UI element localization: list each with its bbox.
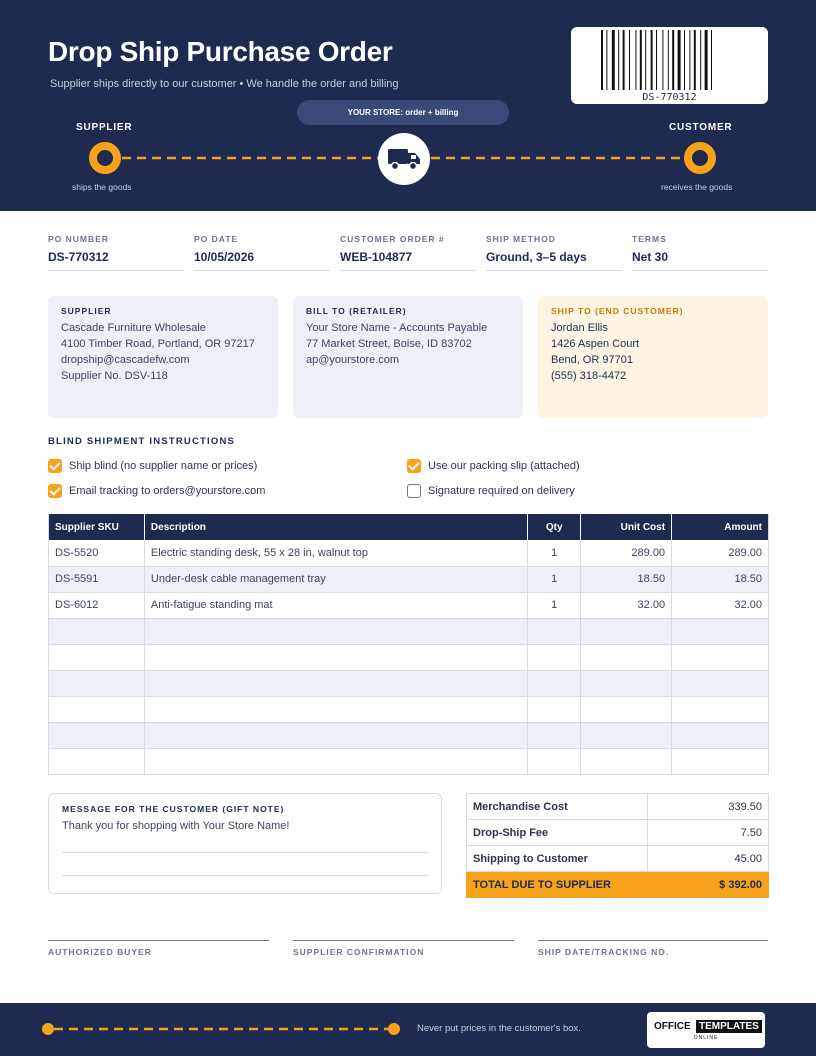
col-header-qty: Qty [528, 514, 581, 540]
cell-amount[interactable]: 18.50 [672, 566, 769, 592]
cell-amount[interactable] [672, 644, 769, 670]
cell-sku[interactable] [49, 696, 145, 722]
cell-amount[interactable]: 289.00 [672, 540, 769, 566]
ship-method-field[interactable] [486, 234, 622, 271]
cell-description[interactable] [144, 644, 527, 670]
checkbox-icon[interactable] [407, 459, 421, 473]
instructions-title: BLIND SHIPMENT INSTRUCTIONS [48, 436, 236, 447]
cell-qty[interactable] [528, 696, 581, 722]
cell-qty[interactable] [528, 748, 581, 774]
gift-note-line [62, 852, 428, 853]
signature-supplier-confirmation[interactable]: SUPPLIER CONFIRMATION [293, 940, 514, 957]
field-value: Ground, 3–5 days [486, 250, 622, 271]
document-title: Drop Ship Purchase Order [48, 36, 393, 67]
field-value: DS-770312 [48, 250, 184, 271]
cell-unit-cost[interactable] [581, 722, 672, 748]
cell-sku[interactable] [49, 644, 145, 670]
ship-to-line: 1426 Aspen Court [551, 338, 640, 350]
cell-sku[interactable]: DS-5591 [49, 566, 145, 592]
table-row [49, 592, 769, 618]
cell-qty[interactable] [528, 618, 581, 644]
logo-word-templates: TEMPLATES [696, 1020, 762, 1033]
cell-sku[interactable] [49, 670, 145, 696]
table-row [49, 618, 769, 644]
checkbox-label: Email tracking to orders@yourstore.com [69, 485, 266, 497]
totals-label: Drop-Ship Fee [467, 820, 648, 846]
cell-description[interactable]: Anti-fatigue standing mat [144, 592, 527, 618]
route-to-label: CUSTOMER [669, 122, 733, 133]
supplier-line: dropship@cascadefw.com [61, 354, 190, 366]
cell-unit-cost[interactable]: 289.00 [581, 540, 672, 566]
table-row [49, 540, 769, 566]
signature-authorized-buyer[interactable]: AUTHORIZED BUYER [48, 940, 269, 957]
cell-unit-cost[interactable] [581, 696, 672, 722]
terms-field[interactable] [632, 234, 768, 271]
document-subtitle: Supplier ships directly to our customer • We handle the order and billing [50, 78, 399, 90]
po-date-field[interactable] [194, 234, 330, 271]
footer-band [0, 1003, 816, 1056]
cell-sku[interactable]: DS-5520 [49, 540, 145, 566]
barcode-text: DS-770312 [642, 92, 697, 103]
checkbox-icon[interactable] [48, 484, 62, 498]
cell-amount[interactable] [672, 618, 769, 644]
ship-to-line: (555) 318-4472 [551, 370, 627, 382]
gift-note-label: MESSAGE FOR THE CUSTOMER (GIFT NOTE) [62, 804, 285, 814]
customer-order-field[interactable] [340, 234, 476, 271]
cell-unit-cost[interactable]: 32.00 [581, 592, 672, 618]
cell-description[interactable] [144, 618, 527, 644]
field-value: WEB-104877 [340, 250, 476, 271]
field-label: PO NUMBER [48, 234, 109, 244]
header-band [0, 0, 816, 211]
line-items-table [48, 514, 769, 775]
signature-ship-date-tracking[interactable]: SHIP DATE/TRACKING NO. [538, 940, 768, 957]
checkbox-label: Signature required on delivery [428, 485, 575, 497]
table-row [49, 722, 769, 748]
cell-qty[interactable]: 1 [528, 540, 581, 566]
bill-to-line: Your Store Name - Accounts Payable [306, 322, 488, 334]
totals-label: Shipping to Customer [467, 846, 648, 872]
checkbox-email-tracking[interactable] [48, 484, 265, 498]
col-header-unit-cost: Unit Cost [581, 514, 672, 540]
cell-unit-cost[interactable] [581, 618, 672, 644]
cell-sku[interactable]: DS-6012 [49, 592, 145, 618]
footer-note: Never put prices in the customer's box. [417, 1023, 581, 1034]
cell-qty[interactable] [528, 722, 581, 748]
route-from-label: SUPPLIER [76, 122, 133, 133]
gift-note-line [62, 875, 428, 876]
cell-unit-cost[interactable] [581, 748, 672, 774]
supplier-card[interactable] [48, 296, 278, 418]
cell-unit-cost[interactable] [581, 670, 672, 696]
totals-table [466, 793, 769, 898]
cell-description[interactable]: Under-desk cable management tray [144, 566, 527, 592]
ship-to-card[interactable] [538, 296, 768, 418]
field-label: PO DATE [194, 234, 239, 244]
field-label: CUSTOMER ORDER # [340, 234, 445, 244]
cell-qty[interactable]: 1 [528, 592, 581, 618]
col-header-description: Description [144, 514, 527, 540]
logo-word-office: OFFICE [654, 1021, 691, 1032]
cell-qty[interactable]: 1 [528, 566, 581, 592]
ship-to-label: SHIP TO (END CUSTOMER) [551, 306, 684, 316]
checkbox-ship-blind[interactable] [48, 459, 257, 473]
cell-qty[interactable] [528, 670, 581, 696]
store-pill: YOUR STORE: order + billing [297, 100, 509, 125]
supplier-node [93, 146, 117, 170]
footer-route-line [0, 1003, 410, 1056]
supplier-line: Cascade Furniture Wholesale [61, 322, 206, 334]
table-row [49, 696, 769, 722]
cell-amount[interactable] [672, 748, 769, 774]
bill-to-label: BILL TO (RETAILER) [306, 306, 407, 316]
field-label: TERMS [632, 234, 667, 244]
ship-to-line: Jordan Ellis [551, 322, 608, 334]
cell-qty[interactable] [528, 644, 581, 670]
checkbox-packing-slip[interactable] [407, 459, 580, 473]
gift-note-text[interactable]: Thank you for shopping with Your Store Name! [62, 820, 290, 832]
table-row [49, 748, 769, 774]
cell-sku[interactable] [49, 748, 145, 774]
totals-row [467, 846, 769, 872]
bill-to-line: ap@yourstore.com [306, 354, 400, 366]
cell-amount[interactable] [672, 722, 769, 748]
total-due-row [467, 872, 769, 898]
col-header-sku: Supplier SKU [49, 514, 145, 540]
cell-description[interactable] [144, 670, 527, 696]
totals-value[interactable]: 45.00 [648, 846, 769, 872]
route-from-sub: ships the goods [72, 182, 132, 192]
cell-description[interactable]: Electric standing desk, 55 x 28 in, walnut top [144, 540, 527, 566]
checkbox-label: Ship blind (no supplier name or prices) [69, 460, 258, 472]
route-to-sub: receives the goods [661, 182, 733, 192]
totals-row [467, 820, 769, 846]
cell-sku[interactable] [49, 618, 145, 644]
cell-amount[interactable] [672, 670, 769, 696]
truck-icon [387, 146, 421, 172]
table-row [49, 670, 769, 696]
total-due-value[interactable]: $ 392.00 [648, 872, 769, 898]
checkbox-label: Use our packing slip (attached) [428, 460, 580, 472]
totals-value[interactable]: 339.50 [648, 794, 769, 820]
checkbox-icon[interactable] [48, 459, 62, 473]
table-row [49, 566, 769, 592]
supplier-line: Supplier No. DSV-118 [61, 370, 168, 382]
bill-to-card[interactable] [293, 296, 523, 418]
ship-to-line: Bend, OR 97701 [551, 354, 633, 366]
field-label: SHIP METHOD [486, 234, 556, 244]
logo-word-online: ONLINE [693, 1035, 719, 1041]
gift-note-box[interactable] [48, 793, 442, 894]
supplier-line: 4100 Timber Road, Portland, OR 97217 [61, 338, 255, 350]
totals-label: Merchandise Cost [467, 794, 648, 820]
totals-row [467, 794, 769, 820]
col-header-amount: Amount [672, 514, 769, 540]
truck-badge [378, 133, 430, 185]
cell-amount[interactable] [672, 696, 769, 722]
table-header-row [49, 514, 769, 540]
field-value: Net 30 [632, 250, 768, 271]
totals-value[interactable]: 7.50 [648, 820, 769, 846]
cell-description[interactable] [144, 722, 527, 748]
field-value: 10/05/2026 [194, 250, 330, 271]
cell-unit-cost[interactable] [581, 644, 672, 670]
supplier-label: SUPPLIER [61, 306, 112, 316]
checkbox-signature[interactable] [407, 484, 575, 498]
barcode [571, 27, 768, 104]
table-row [49, 644, 769, 670]
cell-unit-cost[interactable]: 18.50 [581, 566, 672, 592]
cell-amount[interactable]: 32.00 [672, 592, 769, 618]
cell-description[interactable] [144, 696, 527, 722]
barcode-bars [601, 30, 738, 90]
customer-node [688, 146, 712, 170]
cell-description[interactable] [144, 748, 527, 774]
cell-sku[interactable] [49, 722, 145, 748]
total-due-label: TOTAL DUE TO SUPPLIER [467, 872, 648, 898]
po-number-field[interactable] [48, 234, 184, 271]
checkbox-icon[interactable] [407, 484, 421, 498]
office-templates-logo[interactable] [647, 1012, 765, 1048]
bill-to-line: 77 Market Street, Boise, ID 83702 [306, 338, 472, 350]
